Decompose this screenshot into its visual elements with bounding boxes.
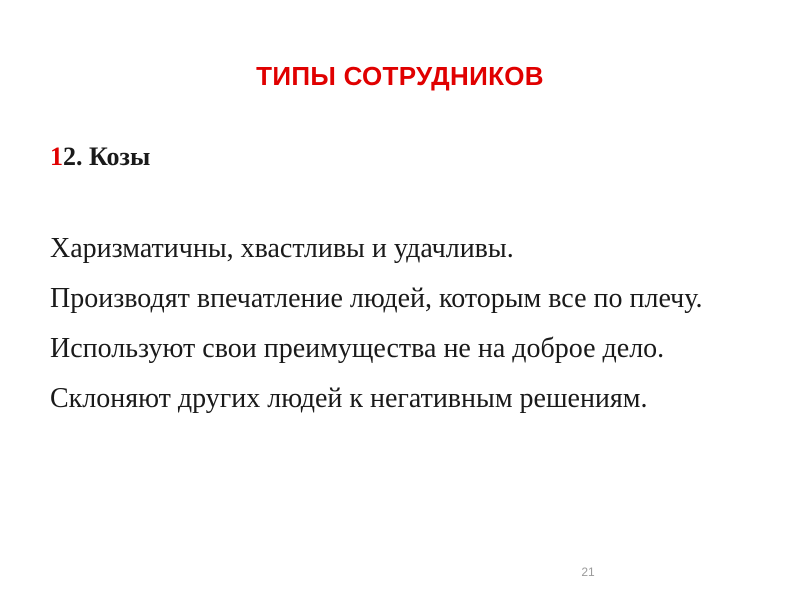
section-heading-text: 2. Козы bbox=[63, 142, 151, 171]
section-heading-number: 1 bbox=[50, 142, 63, 171]
slide-body bbox=[50, 228, 770, 428]
body-paragraph: Харизматичны, хвастливы и удачливы. bbox=[50, 233, 514, 264]
slide-title: ТИПЫ СОТРУДНИКОВ bbox=[256, 61, 544, 91]
body-paragraph: Склоняют других людей к негативным решениям. bbox=[50, 383, 648, 414]
body-paragraph: Производят впечатление людей, которым все по плечу. bbox=[50, 283, 703, 314]
body-paragraph: Используют свои преимущества не на доброе дело. bbox=[50, 333, 665, 364]
page-number: 21 bbox=[581, 565, 595, 579]
section-heading bbox=[50, 139, 150, 175]
